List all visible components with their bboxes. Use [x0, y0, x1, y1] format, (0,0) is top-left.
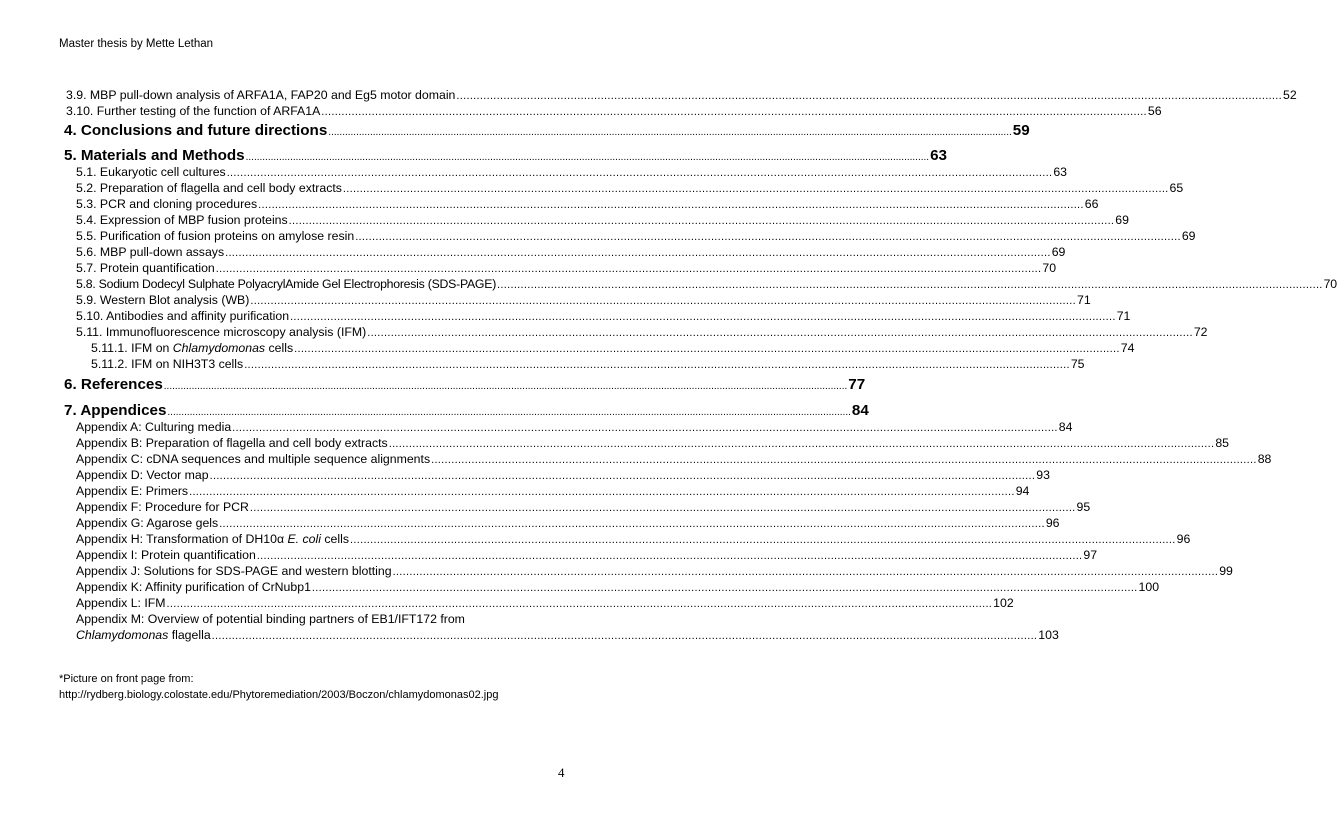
- toc-entry-title: Appendix L: IFM: [76, 596, 166, 610]
- toc-section-title: 4. Conclusions and future directions: [64, 122, 328, 139]
- toc-page-number: 103: [1038, 628, 1059, 642]
- toc-entry-title: Appendix E: Primers: [76, 484, 189, 498]
- toc-leader: ......................................................................................................................................................................................................................................................: [388, 438, 1215, 450]
- toc-leader: ......................................................................................................................................................................................................................................................: [294, 343, 1120, 355]
- toc-entry-title-italic: E. coli: [287, 532, 321, 546]
- toc-entry-5-4[interactable]: [76, 213, 1129, 227]
- toc-page-number: 102: [993, 596, 1014, 610]
- toc-appendix-b[interactable]: [76, 436, 1230, 450]
- toc-entry-title: 5.10. Antibodies and affinity purification: [76, 309, 290, 323]
- toc-leader: ......................................................................................................................................................................................................................................................: [219, 518, 1045, 530]
- toc-page-number: 69: [1181, 229, 1196, 243]
- toc-leader: ......................................................................................................................................................................................................................................................: [226, 167, 1053, 179]
- toc-entry-3-9[interactable]: [66, 88, 1297, 102]
- toc-page-number: 66: [1084, 197, 1099, 211]
- toc-page-number: 77: [848, 376, 866, 393]
- toc-page-number: 70: [1323, 277, 1337, 291]
- toc-entry-title: 3.9. MBP pull-down analysis of ARFA1A, FAP20 and Eg5 motor domain: [66, 88, 456, 102]
- toc-page-number: 84: [851, 402, 869, 419]
- toc-appendix-m[interactable]: [76, 628, 1059, 642]
- toc-entry-title: 5.4. Expression of MBP fusion proteins: [76, 213, 288, 227]
- toc-leader: ......................................................................................................................................................................................................................................................: [355, 231, 1181, 243]
- toc-appendix-i[interactable]: [76, 548, 1098, 562]
- toc-leader: ......................................................................................................................................................................................................................................................: [392, 566, 1219, 578]
- toc-page-number: 93: [1036, 468, 1050, 482]
- toc-entry-5-7[interactable]: [76, 261, 1057, 275]
- toc-page-number: 85: [1215, 436, 1230, 450]
- toc-entry-title: Appendix F: Procedure for PCR: [76, 500, 249, 514]
- toc-leader: ......................................................................................................................................................................................................................................................: [232, 422, 1058, 434]
- toc-entry-title: Appendix B: Preparation of flagella and cell body extracts: [76, 436, 388, 450]
- toc-appendix-g[interactable]: [76, 516, 1060, 530]
- toc-leader: ......................................................................................................................................................................................................................................................: [250, 295, 1076, 307]
- toc-page-number: 63: [1053, 165, 1067, 179]
- toc-appendix-m-line1[interactable]: Appendix M: Overview of potential binding partners of EB1/IFT172 from: [76, 612, 465, 626]
- toc-page-number: 71: [1076, 293, 1091, 307]
- toc-leader: ......................................................................................................................................................................................................................................................: [290, 311, 1116, 323]
- toc-section-4[interactable]: [64, 122, 1030, 139]
- toc-entry-5-1[interactable]: [76, 165, 1067, 179]
- toc-leader: ......................................................................................................................................................................................................................................................: [342, 183, 1169, 195]
- toc-leader: ......................................................................................................................................................................................................................................................: [244, 359, 1070, 371]
- toc-section-7[interactable]: [64, 402, 869, 419]
- toc-entry-5-10[interactable]: [76, 309, 1131, 323]
- toc-leader: ......................................................................................................................................................................................................................................................: [163, 381, 848, 392]
- toc-entry-title-prefix: Appendix H: Transformation of DH10: [76, 532, 277, 546]
- page-number: 4: [558, 765, 565, 780]
- toc-entry-title: 5.9. Western Blot analysis (WB): [76, 293, 250, 307]
- toc-appendix-a[interactable]: [76, 420, 1073, 434]
- toc-entry-title: 5.11. Immunofluorescence microscopy analysis (IFM): [76, 325, 367, 339]
- toc-leader: ......................................................................................................................................................................................................................................................: [189, 486, 1015, 498]
- toc-appendix-f[interactable]: [76, 500, 1091, 514]
- toc-entry-title: 5.2. Preparation of flagella and cell body extracts: [76, 181, 342, 195]
- toc-entry-title: 3.10. Further testing of the function of ARFA1A: [66, 104, 321, 118]
- toc-leader: ......................................................................................................................................................................................................................................................: [367, 327, 1193, 339]
- toc-entry-title: [76, 532, 349, 546]
- toc-leader: ......................................................................................................................................................................................................................................................: [167, 407, 851, 418]
- toc-page-number: 96: [1045, 516, 1060, 530]
- toc-entry-title: 5.7. Protein quantification: [76, 261, 215, 275]
- toc-entry-5-5[interactable]: [76, 229, 1196, 243]
- toc-page-number: 74: [1120, 341, 1135, 355]
- toc-page-number: 94: [1015, 484, 1030, 498]
- toc-leader: ......................................................................................................................................................................................................................................................: [497, 279, 1323, 291]
- toc-entry-title-suffix: cells: [320, 532, 350, 546]
- toc-entry-title-italic: Chlamydomonas: [172, 341, 266, 355]
- toc-entry-title: [76, 628, 211, 642]
- toc-page-number: 70: [1042, 261, 1057, 275]
- toc-leader: ......................................................................................................................................................................................................................................................: [311, 582, 1138, 594]
- toc-page-number: 84: [1058, 420, 1073, 434]
- toc-leader: ......................................................................................................................................................................................................................................................: [209, 470, 1036, 482]
- page-header: Master thesis by Mette Lethan: [59, 38, 214, 50]
- toc-page-number: 52: [1283, 88, 1297, 102]
- toc-entry-title: Appendix K: Affinity purification of CrNubp1: [76, 580, 311, 594]
- toc-page-number: 99: [1219, 564, 1233, 578]
- toc-page-number: 59: [1012, 122, 1030, 139]
- toc-entry-5-2[interactable]: [76, 181, 1184, 195]
- toc-entry-title: Appendix J: Solutions for SDS-PAGE and western blotting: [76, 564, 392, 578]
- toc-appendix-e[interactable]: [76, 484, 1030, 498]
- toc-page-number: 69: [1051, 245, 1066, 259]
- toc-entry-3-10[interactable]: [66, 104, 1162, 118]
- toc-page-number: 56: [1147, 104, 1162, 118]
- toc-entry-title: Appendix D: Vector map: [76, 468, 209, 482]
- toc-appendix-c[interactable]: [76, 452, 1272, 466]
- toc-entry-title: Appendix I: Protein quantification: [76, 548, 256, 562]
- toc-leader: ......................................................................................................................................................................................................................................................: [225, 247, 1051, 259]
- toc-section-title: 7. Appendices: [64, 402, 167, 419]
- toc-page-number: 100: [1138, 580, 1160, 594]
- toc-entry-title-suffix: flagella: [168, 628, 211, 642]
- toc-entry-title: Appendix C: cDNA sequences and multiple sequence alignments: [76, 452, 431, 466]
- toc-entry-title: Appendix G: Agarose gels: [76, 516, 219, 530]
- toc-leader: ......................................................................................................................................................................................................................................................: [249, 502, 1076, 514]
- toc-page-number: 71: [1116, 309, 1131, 323]
- toc-section-title: 5. Materials and Methods: [64, 147, 245, 164]
- toc-page-number: 75: [1070, 357, 1085, 371]
- toc-leader: ......................................................................................................................................................................................................................................................: [256, 550, 1083, 562]
- toc-entry-title: 5.8. Sodium Dodecyl Sulphate PolyacrylAmide Gel Electrophoresis (SDS-PAGE): [76, 277, 497, 291]
- toc-page-number: 65: [1169, 181, 1184, 195]
- toc-entry-5-11-1[interactable]: [91, 341, 1135, 355]
- toc-appendix-d[interactable]: [76, 468, 1050, 482]
- toc-leader: ......................................................................................................................................................................................................................................................: [431, 454, 1257, 466]
- toc-leader: ......................................................................................................................................................................................................................................................: [166, 598, 993, 610]
- toc-appendix-j[interactable]: [76, 564, 1233, 578]
- toc-page-number: 72: [1193, 325, 1208, 339]
- toc-entry-5-3[interactable]: [76, 197, 1099, 211]
- toc-entry-5-11-2[interactable]: [91, 357, 1085, 371]
- toc-section-title: 6. References: [64, 376, 163, 393]
- toc-entry-title: 5.11.2. IFM on NIH3T3 cells: [91, 357, 244, 371]
- footnote-label: *Picture on front page from:: [59, 673, 194, 685]
- toc-leader: ......................................................................................................................................................................................................................................................: [258, 199, 1084, 211]
- toc-entry-title-italic: Chlamydomonas: [76, 628, 169, 642]
- toc-leader: ......................................................................................................................................................................................................................................................: [288, 215, 1115, 227]
- toc-leader: ......................................................................................................................................................................................................................................................: [211, 630, 1038, 642]
- toc-entry-title: 5.6. MBP pull-down assays: [76, 245, 225, 259]
- toc-entry-5-11[interactable]: [76, 325, 1208, 339]
- toc-leader: ......................................................................................................................................................................................................................................................: [215, 263, 1042, 275]
- toc-page-number: 69: [1115, 213, 1129, 227]
- toc-section-5[interactable]: [64, 147, 947, 164]
- toc-leader: ......................................................................................................................................................................................................................................................: [321, 106, 1147, 118]
- toc-entry-title-prefix: 5.11.1. IFM on: [91, 341, 173, 355]
- toc-page-number: 97: [1083, 548, 1098, 562]
- toc-leader: ......................................................................................................................................................................................................................................................: [245, 152, 930, 163]
- toc-leader: ......................................................................................................................................................................................................................................................: [350, 534, 1176, 546]
- toc-section-6[interactable]: [64, 376, 866, 393]
- footnote-url[interactable]: http://rydberg.biology.colostate.edu/Phytoremediation/2003/Boczon/chlamydomonas02.jpg: [59, 689, 499, 701]
- toc-page-number: 63: [930, 147, 947, 164]
- toc-page-number: 96: [1176, 532, 1191, 546]
- toc-entry-5-6[interactable]: [76, 245, 1066, 259]
- toc-entry-title: [91, 341, 293, 355]
- toc-entry-5-8[interactable]: [76, 277, 1337, 291]
- toc-entry-title-suffix: cells: [265, 341, 294, 355]
- toc-appendix-l[interactable]: [76, 596, 1014, 610]
- toc-entry-title: Appendix A: Culturing media: [76, 420, 232, 434]
- toc-appendix-h[interactable]: [76, 532, 1191, 546]
- toc-entry-5-9[interactable]: [76, 293, 1091, 307]
- toc-leader: ......................................................................................................................................................................................................................................................: [456, 90, 1283, 102]
- alpha-symbol: α: [276, 532, 285, 546]
- toc-entry-title: 5.3. PCR and cloning procedures: [76, 197, 258, 211]
- toc-appendix-k[interactable]: [76, 580, 1160, 594]
- toc-entry-title: 5.1. Eukaryotic cell cultures: [76, 165, 226, 179]
- toc-leader: ......................................................................................................................................................................................................................................................: [328, 127, 1012, 138]
- toc-page-number: 95: [1076, 500, 1091, 514]
- toc-page-number: 88: [1257, 452, 1272, 466]
- toc-entry-title: 5.5. Purification of fusion proteins on amylose resin: [76, 229, 355, 243]
